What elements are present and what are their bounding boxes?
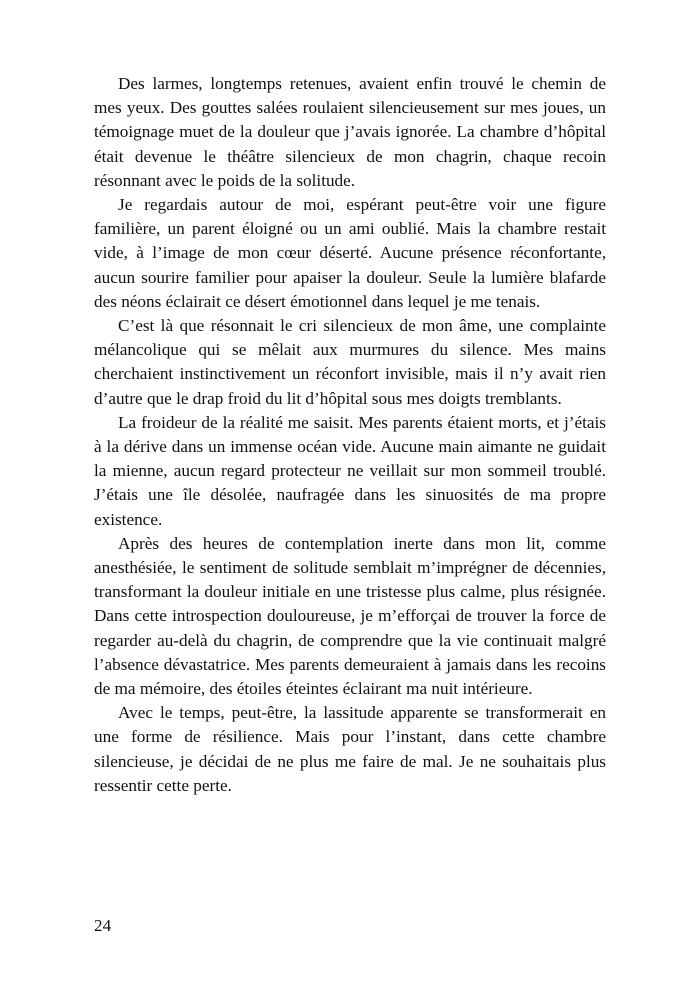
page-body xyxy=(94,72,606,798)
paragraph-3: C’est là que résonnait le cri silencieux de mon âme, une complainte mélancolique qui se mêlait aux murmures du silence. Mes mains cherchaient instinctivement un réconfort invisible, mais il n’y avait rien d’autre que le drap froid du lit d’hôpital sous mes doigts tremblants. xyxy=(94,316,606,408)
page-number: 24 xyxy=(94,916,112,935)
paragraph-5: Après des heures de contemplation inerte dans mon lit, comme anesthésiée, le sentiment de solitude semblait m’imprégner de décennies, transformant la douleur initiale en une tristesse plus calme, plus résignée. Dans cette introspection douloureuse, je m’efforçai de trouver la force de regarder au-delà du chagrin, de comprendre que la vie continuait malgré l’absence dévastatrice. Mes parents demeuraient à jamais dans les recoins de ma mémoire, des étoiles éteintes éclairant ma nuit intérieure. xyxy=(94,533,606,699)
paragraph-4: La froideur de la réalité me saisit. Mes parents étaient morts, et j’étais à la dérive dans un immense océan vide. Aucune main aimante ne guidait la mienne, aucun regard protecteur ne veillait sur mon sommeil troublé. J’étais une île désolée, naufragée dans les sinuosités de ma propre existence. xyxy=(94,412,606,529)
paragraph-6: Avec le temps, peut-être, la lassitude apparente se transformerait en une forme de résilience. Mais pour l’instant, dans cette chambre silencieuse, je décidai de ne plus me faire de mal. Je ne souhaitais plus ressentir cette perte. xyxy=(94,703,606,795)
paragraph-1: Des larmes, longtemps retenues, avaient enfin trouvé le chemin de mes yeux. Des gouttes salées roulaient silencieusement sur mes joues, un témoignage muet de la douleur que j’avais ignorée. La chambre d’hôpital était devenue le théâtre silencieux de mon chagrin, chaque recoin résonnant avec le poids de la solitude. xyxy=(94,74,606,190)
paragraph-2: Je regardais autour de moi, espérant peut-être voir une figure familière, un parent éloigné ou un ami oublié. Mais la chambre restait vide, à l’image de mon cœur déserté. Aucune présence réconfortante, aucun sourire familier pour apaiser la douleur. Seule la lumière blafarde des néons éclairait ce désert émotionnel dans lequel je me tenais. xyxy=(94,195,606,311)
